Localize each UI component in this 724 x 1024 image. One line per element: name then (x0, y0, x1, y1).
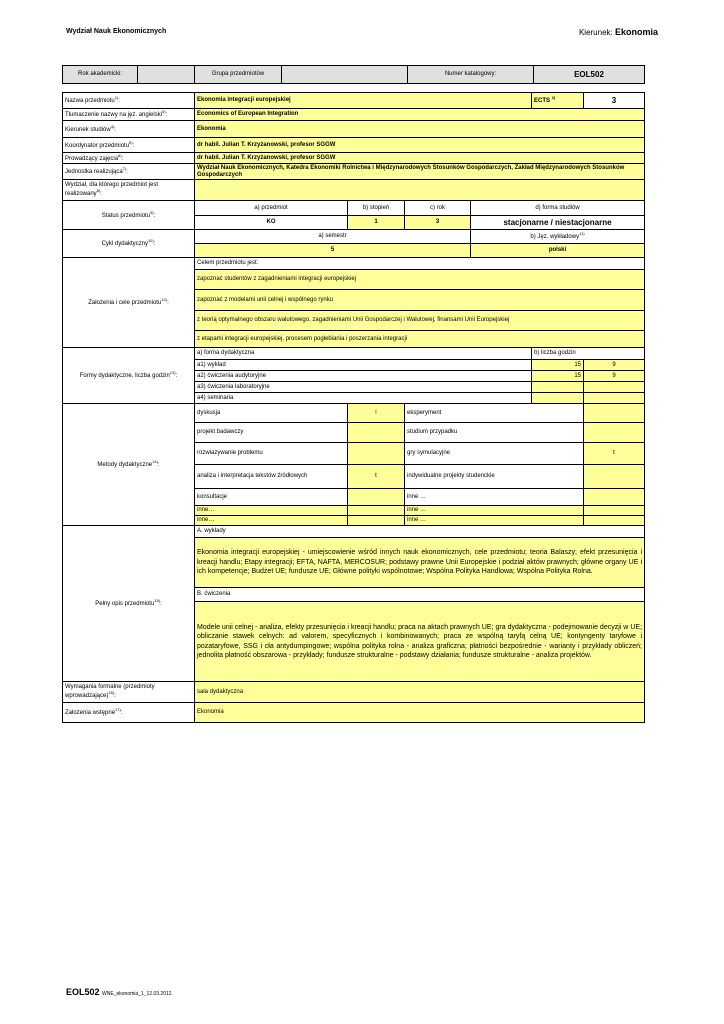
metody-lmark (348, 516, 405, 526)
opis-a-label: A. wykłady (195, 526, 645, 538)
kierunek-value: Ekonomia (195, 121, 645, 138)
row-cele-intro: Założenia i cele przedmiotu$^{12)}$: Celem przedmiotu jest: (63, 258, 645, 270)
formy-h-forma: a) forma dydaktyczna (195, 348, 532, 360)
zalozenia-label: Założenia i cele przedmiotu (88, 300, 162, 307)
row-jednostka: Jednostka realizująca$^{7)}$: Wydział Nauk Ekonomicznych, Katedra Ekonomiki Rolnictwa i Międzynarodowych Stosunków Gospodarczych, Zakład Międzynarodowych Stosunków Gospodarczych (63, 164, 645, 180)
metody-rmark: t (584, 443, 645, 465)
metody-rmark (584, 506, 645, 516)
status-h-przedmiot: a) przedmiot (195, 201, 348, 216)
metody-right: inne … (405, 516, 584, 526)
footer-code: EOL502 (66, 987, 100, 997)
cele-intro: Celem przedmiotu jest: (195, 258, 645, 270)
cykl-jezyk: polski (471, 244, 645, 258)
ects-label: ECTS $^{2)}$ (532, 93, 584, 109)
metody-lmark (348, 423, 405, 443)
subject-group-label: Grupa przedmiotów (195, 66, 282, 84)
metody-rmark (584, 516, 645, 526)
metody-rmark (584, 489, 645, 506)
faculty-header: Wydział Nauk Ekonomicznych (66, 28, 167, 35)
prowadzacy-value: dr habil. Julian T. Krzyżanowski, profesor SGGW (195, 153, 645, 164)
formy-name: a4) seminaria (195, 393, 532, 404)
zal-wstepne-value: Ekonomia (195, 703, 645, 723)
row-status-header: Status przedmiotu$^{9)}$: a) przedmiot b) stopień c) rok d) forma studiów (63, 201, 645, 216)
metody-lmark: t (348, 465, 405, 489)
formy-h2 (584, 382, 645, 393)
formy-name: a1) wykład (195, 360, 532, 371)
prowadzacy-label: Prowadzący zajęcia (65, 155, 119, 162)
formy-h1 (532, 382, 584, 393)
metody-rmark (584, 404, 645, 423)
cele-item: z etapami integracji europejskiej, procesem pogłebiania i poszerzania integracji (195, 331, 645, 348)
opis-label: Pełny opis przedmiotu (95, 601, 155, 608)
row-cykl-header: Cykl dydaktyczny$^{10)}$: a) semestr b) Jęz. wykładowy$^{11)}$ (63, 230, 645, 244)
ects-value: 3 (584, 93, 645, 109)
catalog-number-label: Numer katalogowy: (408, 66, 534, 84)
cele-item: zapoznać z modelami unii celnej i wspólnego rynku (195, 290, 645, 311)
row-zal-wstepne: Założenia wstępne$^{17)}$: Ekonomia (63, 703, 645, 723)
kierunek-label: Kierunek studiów (65, 126, 111, 133)
row-wymagania: Wymagania formalne (przedmioty wprowadzające)$^{16)}$: sala dydaktyczna (63, 682, 645, 703)
koordynator-label: Koordynator przedmiotu (65, 142, 130, 149)
footer (66, 987, 173, 997)
footer-note: WNE_ekonomia_1_12.03.2012. (102, 991, 173, 997)
academic-year-label: Rok akademicki: (63, 66, 138, 84)
metody-right: gry symulacyjne (405, 443, 584, 465)
formy-h2: 9 (584, 371, 645, 382)
metody-rmark (584, 465, 645, 489)
nazwa-label: Nazwa przedmiotu (65, 98, 115, 105)
zal-wstepne-label: Założenia wstępne (65, 710, 116, 717)
status-rok: 3 (405, 216, 471, 230)
row-tlumaczenie: Tłumaczenie nazwy na jęz. angielski$^{3)}$: Economics of European Integration (63, 109, 645, 121)
nazwa-value: Ekonomia integracji europejskiej (195, 93, 532, 109)
field-value: Ekonomia (614, 27, 658, 37)
metody-lmark (348, 443, 405, 465)
formy-h2 (584, 393, 645, 404)
status-h-forma: d) forma studiów (471, 201, 645, 216)
academic-year-value (138, 66, 195, 84)
cele-item: z teorią optymalnego obszaru walutowego, zagadnieniami Unii Gospodarczej i Walutowej, finansami Unii Europejskiej (195, 311, 645, 331)
jednostka-label: Jednostka realizująca (65, 169, 123, 176)
wydzial-value (195, 180, 645, 201)
formy-h1 (532, 393, 584, 404)
metody-right: studium przypadku (405, 423, 584, 443)
row-formy-header: Formy dydaktyczne, liczba godzin$^{13)}$: a) forma dydaktyczna b) liczba godzin (63, 348, 645, 360)
metody-left: projekt badawczy (195, 423, 348, 443)
opis-b-text: Modele unii celnej - analiza, efekty przesunięcia i kreacji handlu; praca na aktach prawnych UE; gra dydaktyczna - podejmowanie decyzji w UE; obliczanie stawek celnych: ad valorem, specyficznych i kombinowanych; praca ze wspólną taryfą celną UE; kontyngenty taryfowe i pozataryfowe, SSG i cła antydumpingowe; wspólna polityka rolna - analiza graficzna; płatności bezpośrednie - warianty i przykłady obliczeń; jednolita płatność obszarowa - przykłady; fundusze strukturalne - podstawy działania; fundusze strukturalne - analiza projektów. (195, 602, 645, 682)
metody-right: indywidualne projekty studenckie (405, 465, 584, 489)
row-prowadzacy: Prowadzący zajęcia$^{6)}$: dr habil. Julian T. Krzyżanowski, profesor SGGW (63, 153, 645, 164)
opis-b-label: B. ćwiczenia (195, 588, 645, 602)
wydzial-label: Wydział, dla którego przedmiot jest realizowany (65, 182, 158, 197)
metody-lmark (348, 506, 405, 516)
formy-name: a2) ćwiczenia audytoryjne (195, 371, 532, 382)
cykl-h-semestr: a) semestr (195, 230, 471, 244)
metody-lmark (348, 489, 405, 506)
tlumaczenie-value: Economics of European Integration (195, 109, 645, 121)
status-label: Status przedmiotu (101, 212, 151, 219)
row-wydzial: Wydział, dla którego przedmiot jest realizowany$^{8)}$: (63, 180, 645, 201)
metody-right: eksperyment (405, 404, 584, 423)
jednostka-value: Wydział Nauk Ekonomicznych, Katedra Ekonomiki Rolnictwa i Międzynarodowych Stosunków Gospodarczych, Zakład Międzynarodowych Stosunków Gospodarczych (195, 164, 645, 180)
course-card-table (62, 92, 645, 723)
status-h-stopien: b) stopień (348, 201, 405, 216)
catalog-header-table (62, 65, 645, 84)
metody-label: Metody dydaktyczne (97, 462, 153, 469)
status-stopien: 1 (348, 216, 405, 230)
field-of-study-header (579, 27, 658, 37)
formy-h1: 15 (532, 371, 584, 382)
cele-item: zapoznać studentów z zagadnieniami integracji europejskiej (195, 270, 645, 290)
row-kierunek: Kierunek studiów$^{4)}$: Ekonomia (63, 121, 645, 138)
metody-left: inne… (195, 506, 348, 516)
metody-lmark: ! (348, 404, 405, 423)
status-przedmiot: KO (195, 216, 348, 230)
formy-h1: 15 (532, 360, 584, 371)
row-nazwa: Nazwa przedmiotu$^{1)}$: Ekonomia integracji europejskiej ECTS $^{2)}$ 3 (63, 93, 645, 109)
formy-h2: 9 (584, 360, 645, 371)
tlumaczenie-label: Tłumaczenie nazwy na jęz. angielski (65, 112, 163, 119)
cykl-label: Cykl dydaktyczny (101, 241, 148, 248)
wymagania-label: Wymagania formalne (przedmioty wprowadzające) (65, 684, 155, 699)
metody-left: rozwiazywanie problemu (195, 443, 348, 465)
metody-right: inne … (405, 489, 584, 506)
metody-left: dyskusja (195, 404, 348, 423)
opis-a-text: Ekonomia integracji europejskiej - umiejscowienie wśród innych nauk ekonomicznych, cele przedmiotu; teoria Balaszy; efekt przesunięcia i kreacji handlu; Etapy integracji; EFTA, NAFTA, MERCOSUR; podstawy prawne Unii Europejskie i podział aktów prawnych; główne organy UE i ich kompetencje; Budżet UE; fundusze UE; Główne polityki wspólnotowe; Wspólna Polityka Handlowa; Wspólna Polityka Rolna. (195, 538, 645, 588)
subject-group-value (282, 66, 408, 84)
metody-left: inne… (195, 516, 348, 526)
metody-left: konsultacje (195, 489, 348, 506)
row-koordynator: Koordynator przedmiotu$^{5)}$: dr habil. Julian T. Krzyżanowski, profesor SGGW (63, 138, 645, 153)
status-forma: stacjonarne / niestacjonarne (471, 216, 645, 230)
formy-h-godzin: b) liczba godzin (532, 348, 645, 360)
metody-row: Metody dydaktyczne$^{14)}$: dyskusja ! eksperyment (63, 404, 645, 423)
formy-name: a3) ćwiczenia laboratoryjne (195, 382, 532, 393)
formy-label: Formy dydaktyczne, liczba godzin (79, 373, 170, 380)
koordynator-value: dr habil. Julian T. Krzyżanowski, profesor SGGW (195, 138, 645, 153)
cykl-h-jezyk: b) Jęz. wykładowy$^{11)}$ (471, 230, 645, 244)
metody-left: analiza i interpretacja tekstów źródłowych (195, 465, 348, 489)
status-h-rok: c) rok (405, 201, 471, 216)
catalog-number-value: EOL502 (534, 66, 645, 84)
row-opis-a-label: Pełny opis przedmiotu$^{15)}$: A. wykłady (63, 526, 645, 538)
wymagania-value: sala dydaktyczna (195, 682, 645, 703)
metody-rmark (584, 423, 645, 443)
cykl-semestr: 5 (195, 244, 471, 258)
metody-right: inne … (405, 506, 584, 516)
field-label: Kierunek: (578, 28, 613, 37)
